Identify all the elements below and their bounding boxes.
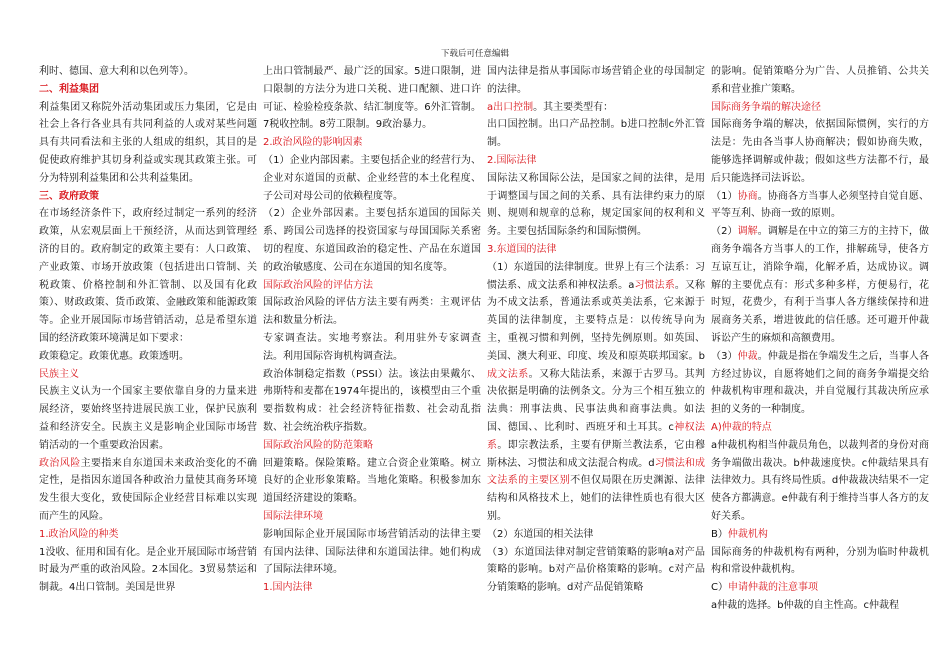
paragraph <box>263 277 481 295</box>
paragraph-text: 出口国控制。出口产品控制。b进口控制c外汇管制。 <box>487 119 705 149</box>
paragraph <box>263 366 481 437</box>
highlighted-term: 国际法律环境 <box>263 510 323 522</box>
paragraph <box>39 205 257 347</box>
text-column-4 <box>711 63 929 615</box>
paragraph <box>263 294 481 330</box>
paragraph-text: （2）东道国的相关法律 <box>487 528 594 540</box>
paragraph <box>263 330 481 366</box>
highlighted-term: 政治风险 <box>39 457 81 469</box>
paragraph <box>39 63 257 81</box>
paragraph <box>39 526 257 544</box>
paragraph-text: 国际政治风险的评估方法主要有两类：主观评估法和数量分析法。 <box>263 297 481 327</box>
paragraph <box>39 81 257 99</box>
paragraph <box>263 437 481 455</box>
paragraph <box>487 152 705 170</box>
text-column-3 <box>487 63 705 597</box>
highlighted-term: 习惯法和成文法系的主要区别 <box>487 457 705 487</box>
paragraph <box>39 366 257 384</box>
paragraph-text: 回避策略。保险策略。建立合资企业策略。树立良好的企业形象策略。当地化策略。积极参加东道国经济建设的策略。 <box>263 457 481 505</box>
paragraph-text: 1没收、征用和国有化。是企业开展国际市场营销时最为严重的政治风险。2本国化。3贸易禁运和制裁。4出口管制。美国是世界 <box>39 546 257 594</box>
highlighted-term: 国际商务争端的解决途径 <box>711 101 821 113</box>
highlighted-term: 申请仲裁的注意事项 <box>727 582 818 594</box>
paragraph-text: a仲裁的选择。b仲裁的自主性高。c仲裁程 <box>711 599 899 611</box>
paragraph <box>711 223 929 348</box>
paragraph <box>487 241 705 259</box>
highlighted-term: 国际政治风险的防范策略 <box>263 439 373 451</box>
paragraph <box>711 99 929 117</box>
paragraph <box>39 188 257 206</box>
paragraph-text: 民族主义认为一个国家主要依靠自身的力量来进展经济，要始终坚持进展民族工业，保护民族利益和经济安全。民族主义是影响企业国际市场营销活动的一个重要政治因素。 <box>39 386 257 451</box>
paragraph <box>711 188 929 224</box>
highlighted-term: 协商 <box>737 190 758 202</box>
page-header: 下载后可任意编辑 <box>440 49 509 59</box>
paragraph <box>263 134 481 152</box>
paragraph <box>711 116 929 187</box>
paragraph <box>263 205 481 276</box>
paragraph-text: （3）东道国法律对制定营销策略的影响a对产品策略的影响。b对产品价格策略的影响。c对产品分销策略的影响。d对产品促销策略 <box>487 546 705 594</box>
paragraph-text: （2） <box>711 226 738 238</box>
paragraph <box>487 259 705 526</box>
paragraph-text: 国际商务的仲裁机构有两种，分别为临时仲裁机构和常设仲裁机构。 <box>711 546 929 576</box>
paragraph-text: 政策稳定。政策优惠。政策透明。 <box>39 350 189 362</box>
paragraph-text: 。又称为不成文法系，普通法系或英美法系，它来源于英国的法律制度，主要特点是：以传统导向为主，重视习惯和判例，坚持先例原则。如英国、美国、澳大利亚、印度、埃及和原英联邦国家。b <box>487 279 706 362</box>
paragraph <box>39 99 257 188</box>
paragraph <box>39 544 257 597</box>
paragraph-text: 国际商务争端的解决，依据国际惯例，实行的方法是：先由各当事人协商解决；假如协商失败，能够选择调解或仲裁；假如这些方法都不行，最后只能选择司法诉讼。 <box>711 119 929 184</box>
paragraph <box>711 597 929 615</box>
highlighted-term: 1.政治风险的种类 <box>39 528 119 540</box>
highlighted-term: 民族主义 <box>39 368 79 380</box>
paragraph-text: B） <box>711 528 728 540</box>
paragraph-text: 主要指来自东道国未来政治变化的不确定性，是指因东道国各种政治力量使其商务环境发生很大变化，致使国际企业经营目标难以实现而产生的风险。 <box>39 457 258 522</box>
paragraph-text: （3） <box>711 350 738 362</box>
paragraph-text: 影响国际企业开展国际市场营销活动的法律主要有国内法律、国际法律和东道国法律。她们构成了国际法律环境。 <box>263 528 481 576</box>
paragraph-text: 政治体制稳定指数（PSSI）法。该法由果戴尔、弗斯特和麦都在1974年提出的，该模型由三个重要指数构成：社会经济特征指数、社会动乱指数、社会统治秩序指数。 <box>263 368 481 433</box>
paragraph-text: a仲裁机构相当仲裁员角色，以裁判者的身份对商务争端做出裁决。b仲裁速度快。c仲裁结果具有法律效力。具有终局性质。d仲裁裁决结果不一定使各方都满意。e仲裁有利于维持当事人各方的友好关系。 <box>711 439 929 522</box>
highlighted-term: 习惯法系 <box>634 279 675 291</box>
paragraph-text: 。又称大陆法系，来源于古罗马。其判决依据是明确的法例条文。分为三个相互独立的法典：刑事法典、民事法典和商事法典。如法国、德国、、比利时、西班牙和土耳其。c <box>487 368 706 433</box>
paragraph-text: 利益集团又称院外活动集团或压力集团，它是由社会上各行各业具有共同利益的人或对某些问题具有共同看法和主张的人组成的组织，其目的是促使政府维护其切身利益或实现其政策主张。可分为特别利益集团和公共利益集团。 <box>39 101 257 184</box>
paragraph-text: C） <box>711 582 728 594</box>
highlighted-term: 2.政治风险的影响因素 <box>263 137 363 149</box>
paragraph <box>711 348 929 419</box>
paragraph <box>711 419 929 437</box>
paragraph <box>711 437 929 526</box>
text-column-2 <box>263 63 481 597</box>
paragraph-text: 。其主要类型有： <box>533 101 614 113</box>
paragraph-text: 。即宗教法系，主要有伊斯兰教法系，它由穆斯林法、习惯法和成文法混合构成。d <box>487 439 706 469</box>
paragraph <box>39 348 257 366</box>
paragraph <box>39 383 257 454</box>
highlighted-term: 3.东道国的法律 <box>487 243 557 255</box>
paragraph <box>487 170 705 241</box>
paragraph-text: 不但仅局限在历史渊源、法律结构和风格技术上，她们的法律性质也有很大区别。 <box>487 475 706 522</box>
paragraph-text: 上出口管制最严、最广泛的国家。5进口限制，进口限制的方法分为进口关税、进口配额、进口许可证、检验检疫条款、结汇制度等。6外汇管制。7税收控制。8劳工限制。9政治暴力。 <box>263 66 481 131</box>
paragraph-text: 的影响。促销策略分为广告、人员推销、公共关系和营业推广策略。 <box>711 66 929 95</box>
paragraph <box>263 526 481 579</box>
highlighted-term: 成文法系 <box>487 368 529 380</box>
highlighted-term: 三、政府政策 <box>39 190 99 202</box>
paragraph-text: 利时、德国、意大利和以色列等）。 <box>39 66 194 77</box>
paragraph-text: （1）企业内部因素。主要包括企业的经营行为、企业对东道国的贡献、企业经营的本土化程度、子公司对母公司的依赖程度等。 <box>263 154 481 202</box>
highlighted-term: 调解 <box>737 226 758 238</box>
paragraph <box>711 63 929 99</box>
paragraph-text: 国内法律是指从事国际市场营销企业的母国制定的法律。 <box>487 66 705 95</box>
highlighted-term: 二、利益集团 <box>39 83 99 95</box>
paragraph <box>711 544 929 580</box>
paragraph-text: （1）东道国的法律制度。世界上有三个法系：习惯法系、成文法系和神权法系。a <box>487 261 705 291</box>
paragraph <box>711 579 929 597</box>
paragraph-text: （1） <box>711 190 738 202</box>
highlighted-term: 2.国际法律 <box>487 154 537 166</box>
paragraph <box>263 152 481 205</box>
paragraph-text: 。仲裁是指在争端发生之后，当事人各方经过协议，自愿将她们之间的商务争端提交给仲裁机构审理和裁决，并自觉履行其裁决所应承担的义务的一种制度。 <box>711 350 930 416</box>
paragraph <box>263 508 481 526</box>
paragraph-text: （2）企业外部因素。主要包括东道国的国际关系、跨国公司选择的投资国家与母国国际关系密切的程度、东道国政治的稳定性、产品在东道国的政治敏感度、公司在东道国的知名度等。 <box>263 208 481 273</box>
paragraph <box>487 526 705 544</box>
paragraph <box>487 99 705 117</box>
paragraph <box>39 455 257 526</box>
paragraph <box>263 579 481 597</box>
paragraph-text: 。调解是在中立的第三方的主持下，做商务争端各方当事人的工作，排解疏导，使各方互谅互让，消除争端，化解矛盾，达成协议。调解的主要优点有：形式多种多样，方便易行，花时短，花费少，有利于当事人各方继续保持和进展商务关系，增进彼此的信任感。还可避开仲裁诉讼产生的麻烦和高额费用。 <box>711 226 930 344</box>
highlighted-term: 神权法系 <box>487 421 706 451</box>
paragraph <box>487 63 705 99</box>
highlighted-term: a出口控制 <box>487 101 534 113</box>
paragraph <box>263 63 481 134</box>
highlighted-term: A)仲裁的特点 <box>711 421 772 433</box>
highlighted-term: 国际政治风险的评估方法 <box>263 279 373 291</box>
highlighted-term: 仲裁 <box>737 350 758 362</box>
paragraph <box>263 455 481 508</box>
paragraph <box>487 116 705 152</box>
paragraph <box>487 544 705 597</box>
paragraph-text: 专家调查法。实地考察法。利用驻外专家调查法。利用国际咨询机构调查法。 <box>263 332 481 362</box>
text-column-1 <box>39 63 257 597</box>
highlighted-term: 仲裁机构 <box>727 528 768 540</box>
paragraph <box>711 526 929 544</box>
highlighted-term: 1.国内法律 <box>263 582 313 594</box>
paragraph-text: 国际法又称国际公法，是国家之间的法律，是用于调整国与国之间的关系、具有法律约束力的原则、规则和规章的总称，规定国家间的权利和义务。主要包括国际条约和国际惯例。 <box>487 172 705 238</box>
paragraph-text: 在市场经济条件下，政府经过制定一系列的经济政策，从宏观层面上干预经济，从而达到管理经济的目的。政府制定的政策主要有：人口政策、产业政策、市场开放政策（包括进出口管制、关税政策、价格控制和外汇管制、以及国有化政策）、财政政策、货币政策、金融政策和能源政策等。企业开展国际市场营销活动，总是希望东道国的经济政策环境满足如下要求： <box>39 208 257 344</box>
paragraph-text: 。协商各方当事人必须坚持自觉自愿、平等互利、协商一致的原则。 <box>711 190 930 220</box>
